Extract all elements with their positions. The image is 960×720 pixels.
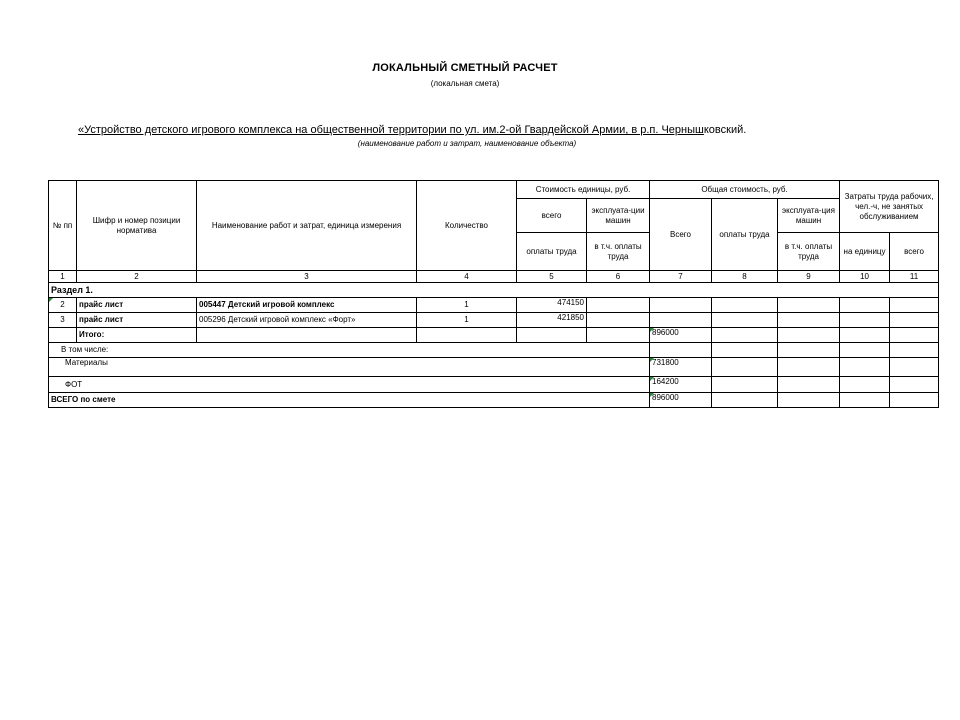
itogo-row <box>49 328 939 343</box>
fot-row <box>49 377 939 393</box>
document-subtitle: (локальная смета) <box>430 79 500 88</box>
row-num: 3 <box>49 313 77 328</box>
column-number: 10 <box>840 271 890 283</box>
header-unit-machines-labor: в т.ч. оплаты труда <box>587 233 650 271</box>
materials-label: Материалы <box>49 358 650 377</box>
column-number: 1 <box>49 271 77 283</box>
row-qty: 1 <box>417 313 517 328</box>
header-total-labor: оплаты труда <box>712 199 778 271</box>
header-labor-total: всего <box>890 233 939 271</box>
row-name: 005447 Детский игровой комплекс <box>197 298 417 313</box>
header-total-all: Всего <box>650 199 712 271</box>
header-qty: Количество <box>417 181 517 271</box>
table-row <box>49 313 939 328</box>
row-code: прайс лист <box>77 298 197 313</box>
row-name: 005296 Детский игровой комплекс «Форт» <box>197 313 417 328</box>
table-row <box>49 298 939 313</box>
header-num: № пп <box>49 181 77 271</box>
row-num: 2 <box>49 298 77 313</box>
column-number: 11 <box>890 271 939 283</box>
row-unit-total: 421850 <box>517 313 587 328</box>
row-qty: 1 <box>417 298 517 313</box>
fot-label: ФОТ <box>49 377 650 393</box>
object-name <box>78 124 746 136</box>
header-labor-per-unit: на единицу <box>840 233 890 271</box>
estimate-table <box>48 180 939 408</box>
grand-total-row <box>49 393 939 408</box>
header-name: Наименование работ и затрат, единица измерения <box>197 181 417 271</box>
header-unit-machines: эксплуата-ции машин <box>587 199 650 233</box>
including-label: В том числе: <box>49 343 650 358</box>
column-number: 9 <box>778 271 840 283</box>
header-total-cost: Общая стоимость, руб. <box>650 181 840 199</box>
row-code: прайс лист <box>77 313 197 328</box>
column-number: 3 <box>197 271 417 283</box>
column-number: 2 <box>77 271 197 283</box>
object-name-rest: ковский. <box>703 124 747 136</box>
materials-total: 731800 <box>650 358 712 377</box>
including-row <box>49 343 939 358</box>
header-labor-hours: Затраты труда рабочих, чел.-ч, не занятых обслуживанием <box>840 181 939 233</box>
object-caption: (наименование работ и затрат, наименование объекта) <box>357 139 577 148</box>
section-title: Раздел 1. <box>49 283 939 298</box>
column-number: 8 <box>712 271 778 283</box>
header-unit-total: всего <box>517 199 587 233</box>
object-name-underlined: «Устройство детского игрового комплекса на общественной территории по ул. им.2-ой Гвардейской Армии, в р.п. Черныш <box>78 124 704 136</box>
header-code: Шифр и номер позиции норматива <box>77 181 197 271</box>
row-unit-total: 474150 <box>517 298 587 313</box>
materials-row <box>49 358 939 377</box>
itogo-total: 896000 <box>650 328 712 343</box>
column-numbers-row <box>49 271 939 283</box>
header-unit-cost: Стоимость единицы, руб. <box>517 181 650 199</box>
fot-total: 164200 <box>650 377 712 393</box>
grand-total-value: 896000 <box>650 393 712 408</box>
header-unit-labor: оплаты труда <box>517 233 587 271</box>
column-number: 7 <box>650 271 712 283</box>
column-number: 4 <box>417 271 517 283</box>
column-number: 5 <box>517 271 587 283</box>
grand-total-label: ВСЕГО по смете <box>49 393 650 408</box>
itogo-label: Итого: <box>77 328 197 343</box>
section-row <box>49 283 939 298</box>
header-total-machines: эксплуата-ция машин <box>778 199 840 233</box>
header-total-machines-labor: в т.ч. оплаты труда <box>778 233 840 271</box>
column-number: 6 <box>587 271 650 283</box>
document-title: ЛОКАЛЬНЫЙ СМЕТНЫЙ РАСЧЕТ <box>372 62 558 74</box>
